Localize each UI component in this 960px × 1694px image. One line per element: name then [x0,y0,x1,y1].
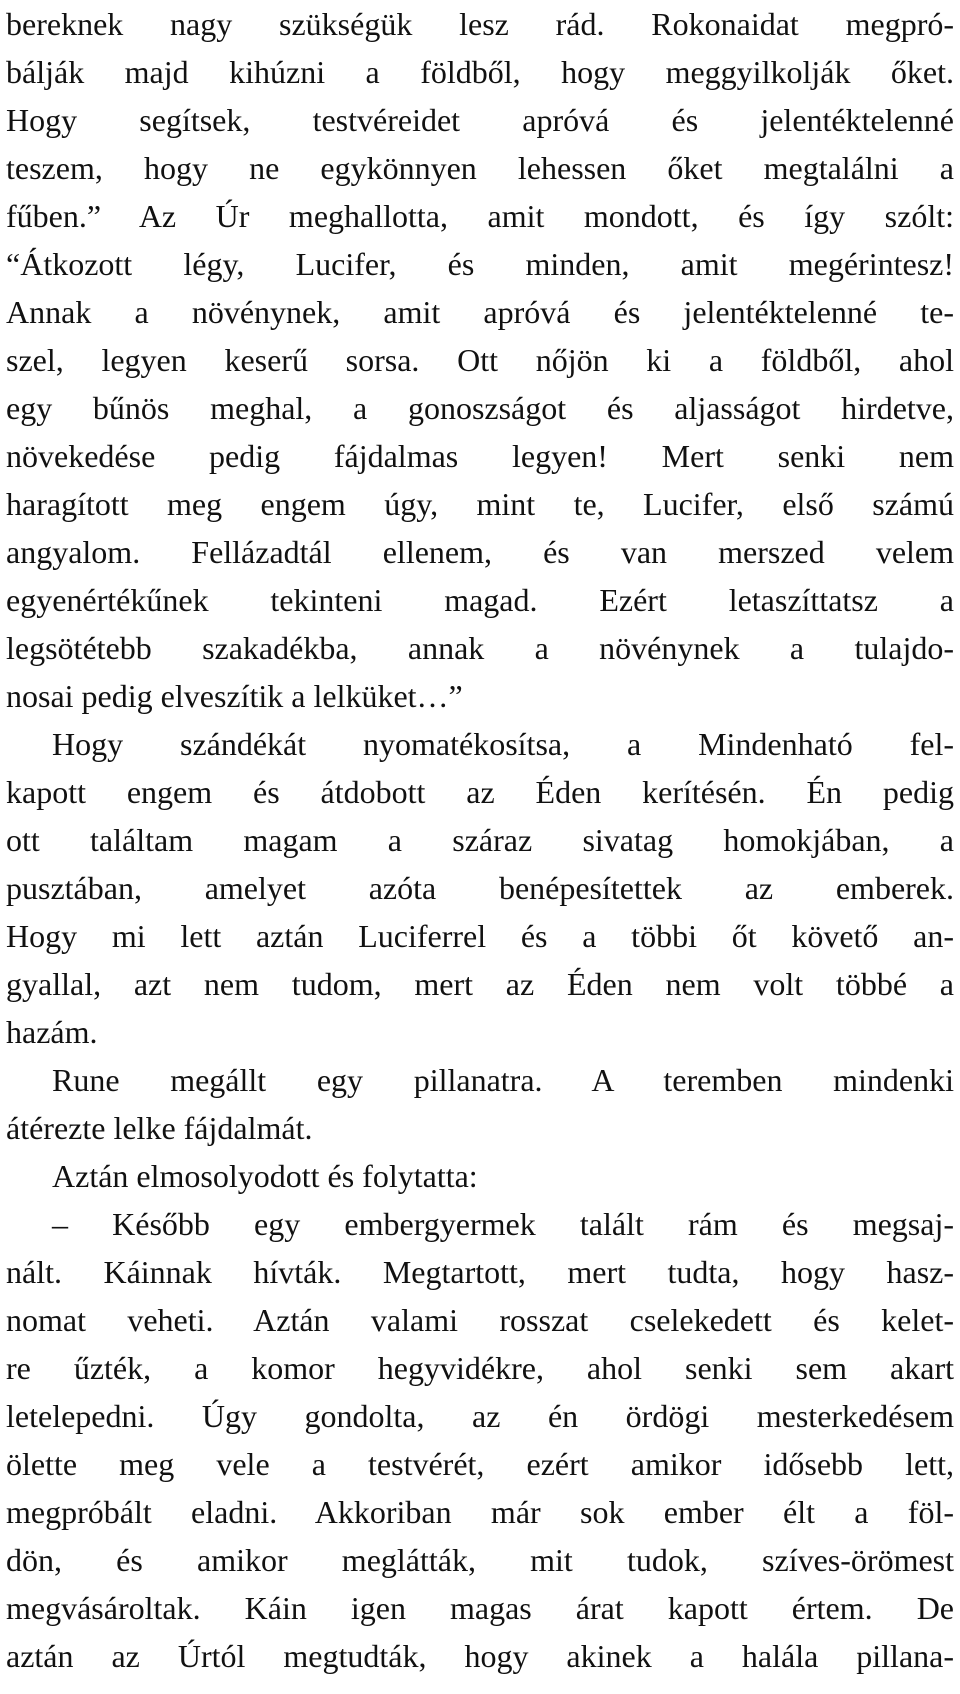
text-line: ölette meg vele a testvérét, ezért amikor idősebb lett, [6,1446,954,1482]
text-line: re űzték, a komor hegyvidékre, ahol senki sem akart [6,1350,954,1386]
text-line: dön, és amikor meglátták, mit tudok, szíves-örömest [6,1542,954,1578]
text-line: megpróbált eladni. Akkoriban már sok ember élt a föl- [6,1494,954,1530]
text-line: legsötétebb szakadékba, annak a növénynek a tulajdo- [6,630,954,666]
text-line: bálják majd kihúzni a földből, hogy meggyilkolják őket. [6,54,954,90]
text-line: hazám. [6,1014,98,1050]
text-line: megvásároltak. Káin igen magas árat kapott értem. De [6,1590,954,1626]
text-line: Rune megállt egy pillanatra. A teremben mindenki [52,1062,954,1098]
text-line: bereknek nagy szükségük lesz rád. Rokonaidat megpró- [6,6,954,42]
text-line: egy bűnös meghal, a gonoszságot és aljasságot hirdetve, [6,390,954,426]
text-line: szel, legyen keserű sorsa. Ott nőjön ki a földből, ahol [6,342,954,378]
text-line: növekedése pedig fájdalmas legyen! Mert senki nem [6,438,954,474]
text-line: pusztában, amelyet azóta benépesítettek az emberek. [6,870,954,906]
text-line: Annak a növénynek, amit apróvá és jelentéktelenné te- [6,294,954,330]
text-line: Hogy segítsek, testvéreidet apróvá és jelentéktelenné [6,102,954,138]
text-line: kapott engem és átdobott az Éden kerítésén. Én pedig [6,774,954,810]
text-line: aztán az Úrtól megtudták, hogy akinek a halála pillana- [6,1638,954,1674]
text-line: egyenértékűnek tekinteni magad. Ezért letaszíttatsz a [6,582,954,618]
text-line: – Később egy embergyermek talált rám és megsaj- [52,1206,954,1242]
text-line: nált. Káinnak hívták. Megtartott, mert tudta, hogy hasz- [6,1254,954,1290]
text-line: Aztán elmosolyodott és folytatta: [52,1158,478,1194]
text-line: fűben.” Az Úr meghallotta, amit mondott, és így szólt: [6,198,954,234]
text-line: nomat veheti. Aztán valami rosszat cselekedett és kelet- [6,1302,954,1338]
text-line: nosai pedig elveszítik a lelküket…” [6,678,463,714]
text-line: ott találtam magam a száraz sivatag homokjában, a [6,822,954,858]
text-line: gyallal, azt nem tudom, mert az Éden nem volt többé a [6,966,954,1002]
text-line: angyalom. Fellázadtál ellenem, és van merszed velem [6,534,954,570]
text-line: letelepedni. Úgy gondolta, az én ördögi mesterkedésem [6,1398,954,1434]
text-line: “Átkozott légy, Lucifer, és minden, amit megérintesz! [6,246,954,282]
text-line: teszem, hogy ne egykönnyen lehessen őket megtalálni a [6,150,954,186]
text-line: Hogy szándékát nyomatékosítsa, a Mindenható fel- [52,726,954,762]
text-line: Hogy mi lett aztán Luciferrel és a többi őt követő an- [6,918,954,954]
text-line: haragított meg engem úgy, mint te, Lucifer, első számú [6,486,954,522]
text-line: átérezte lelke fájdalmát. [6,1110,313,1146]
